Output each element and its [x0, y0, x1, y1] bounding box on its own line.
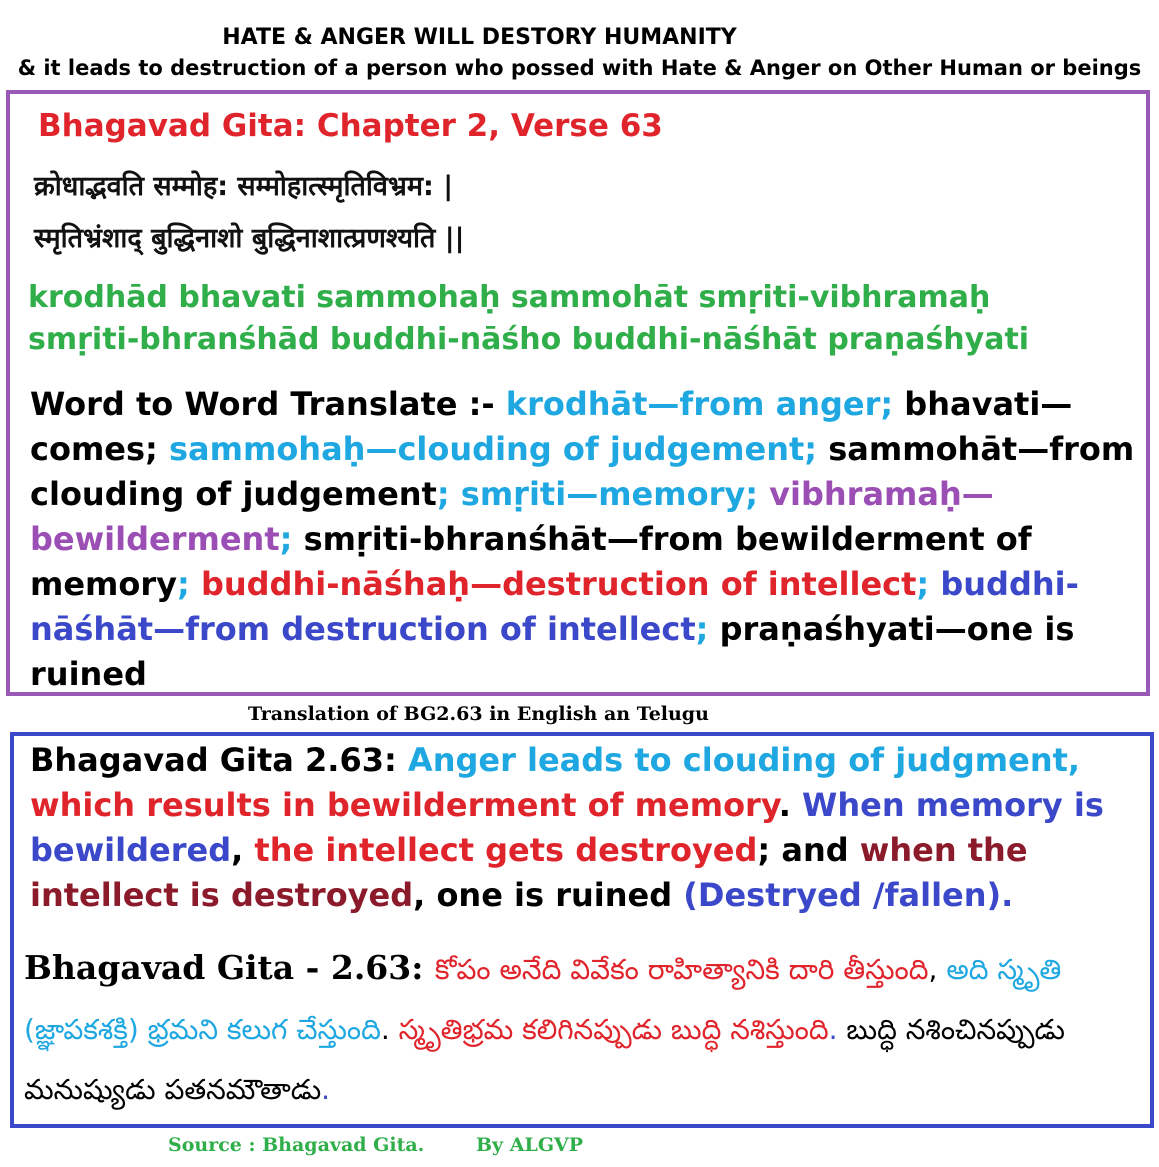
word-translation-segment: Word to Word Translate :-	[30, 385, 506, 423]
english-text-segment: , one is ruined	[413, 876, 684, 914]
word-translation-segment: buddhi-nāśhaḥ—destruction of intellect	[200, 565, 917, 603]
telugu-text-segment: ,	[928, 953, 947, 986]
transliteration-line-1: krodhād bhavati sammohaḥ sammohāt smṛiti-vibhramaḥ	[28, 280, 991, 315]
verse-title: Bhagavad Gita: Chapter 2, Verse 63	[38, 108, 663, 144]
english-text-segment: When memory is bewildered	[30, 786, 1104, 869]
telugu-text-segment: .	[828, 1013, 847, 1046]
source-credit: Source : Bhagavad Gita.	[168, 1134, 425, 1156]
header-title: HATE & ANGER WILL DESTORY HUMANITY	[222, 25, 737, 50]
transliteration-line-2: smṛiti-bhranśhād buddhi-nāśho buddhi-nāśhāt praṇaśhyati	[28, 322, 1030, 357]
word-translation-segment: ;	[279, 520, 304, 558]
english-text-segment: the intellect gets destroyed	[254, 831, 758, 869]
word-translation-segment: vibhramaḥ—bewilderment	[30, 475, 994, 558]
telugu-text-segment: బుద్ధి నశించినప్పుడు మనుష్యుడు పతనమౌతాడు	[24, 1013, 1065, 1106]
english-text-segment: Bhagavad Gita 2.63:	[30, 741, 408, 779]
word-translation-segment: praṇaśhyati—one is ruined	[30, 610, 1075, 693]
word-to-word-translation	[30, 382, 1136, 697]
word-translation-segment: ; smṛiti—memory;	[436, 475, 770, 513]
word-translation-segment: ;	[695, 610, 720, 648]
english-text-segment: which results in bewilderment of memory	[30, 786, 779, 824]
telugu-text-segment: కోపం అనేది వివేకం రాహిత్యానికి దారి తీస్తుంది	[434, 953, 929, 986]
sanskrit-line-2: स्मृतिभ्रंशाद् बुद्धिनाशो बुद्धिनाशात्प्रणश्यति ||	[34, 223, 465, 254]
word-translation-segment: sammohāt—from clouding of judgement	[30, 430, 1135, 513]
telugu-text-segment: .	[380, 1013, 399, 1046]
english-text-segment: (Destryed /fallen).	[683, 876, 1014, 914]
sanskrit-line-1: क्रोधाद्भवति सम्मोह: सम्मोहात्स्मृतिविभ्रम: |	[34, 171, 454, 202]
word-translation-segment: smṛiti-bhranśhāt—from bewilderment of memory	[30, 520, 1032, 603]
english-text-segment: when the intellect is destroyed	[30, 831, 1028, 914]
english-text-segment: ,	[231, 831, 255, 869]
word-translation-segment: krodhāt—from anger;	[505, 385, 905, 423]
word-translation-segment: bhavati—comes;	[30, 385, 1073, 468]
english-text-segment: ; and	[757, 831, 860, 869]
word-translation-segment: ;	[177, 565, 201, 603]
word-translation-segment: sammohaḥ—clouding of judgement;	[168, 430, 829, 468]
author-credit: By ALGVP	[476, 1134, 584, 1156]
english-text-segment: Anger leads to clouding of judgment,	[407, 741, 1081, 779]
telugu-text-segment: .	[321, 1073, 331, 1106]
header-subtitle: & it leads to destruction of a person who possed with Hate & Anger on Other Human or beings	[17, 56, 1142, 80]
word-translation-segment: buddhi-nāśhāt—from destruction of intellect	[30, 565, 1079, 648]
english-translation	[30, 738, 1146, 918]
telugu-text-segment: స్మృతిభ్రమ కలిగినప్పుడు బుద్ధి నశిస్తుంది	[398, 1013, 829, 1046]
telugu-translation	[24, 938, 1146, 1120]
translation-caption: Translation of BG2.63 in English an Telugu	[248, 703, 709, 725]
word-translation-segment: ;	[916, 565, 941, 603]
telugu-label: Bhagavad Gita - 2.63:	[24, 948, 435, 987]
english-text-segment: .	[778, 786, 803, 824]
telugu-text-segment: అది స్మృతి (జ్ఞాపకశక్తి) భ్రమని కలుగ చేస్తుంది	[24, 953, 1062, 1046]
